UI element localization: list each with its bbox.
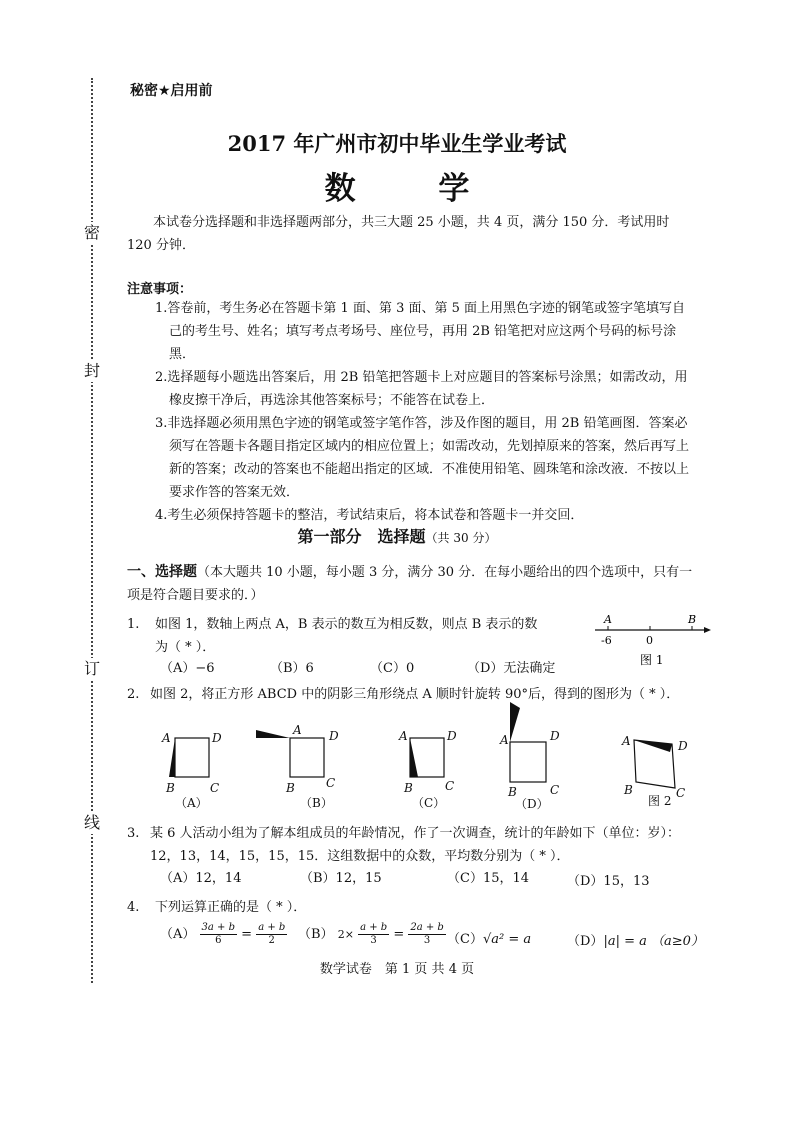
tick-label-zero: 0	[646, 634, 653, 647]
label-c: C	[210, 781, 220, 795]
notes-title: 注意事项：	[127, 282, 193, 297]
fraction	[256, 922, 287, 947]
label-c: C	[676, 786, 686, 800]
seal-char-xian: 线	[80, 812, 104, 834]
denominator: 3	[423, 935, 431, 946]
denominator: 2	[268, 935, 275, 946]
fraction	[358, 922, 389, 947]
part-title-text: 第一部分 选择题	[297, 527, 426, 546]
q3-option-d: （D）15，13	[567, 874, 650, 889]
q4-d-expr: |a| = a （a≥0）	[603, 934, 704, 949]
note-item: 2.选择题每小题选出答案后，用 2B 铅笔把答题卡上对应题目的答案标号涂黑；如需改动，用橡皮擦干净后，再选涂其他答案标号；不能答在试卷上．	[155, 370, 688, 408]
section-desc: （本大题共 10 小题，每小题 3 分，满分 30 分．在每小题给出的四个选项中，只有一项是符合题目要求的．）	[127, 565, 693, 603]
numerator: a + b	[258, 922, 286, 933]
figure-2	[621, 734, 688, 808]
q4-option-a	[160, 922, 287, 947]
label-b: B	[166, 781, 175, 795]
equals-sign: =	[393, 927, 405, 942]
numerator: a + b	[360, 922, 388, 933]
seal-char-feng: 封	[80, 360, 104, 382]
q1-option-b: （B）6	[270, 661, 314, 676]
caption-a: （A）	[175, 796, 208, 810]
fraction	[200, 922, 237, 947]
note-item: 3.非选择题必须用黑色字迹的钢笔或签字笔作答，涉及作图的题目，用 2B 铅笔画图．答案必须写在答题卡各题目指定区域内的相应位置上；如需改动，先划掉原来的答案，然后再写上新的答案；改动的答案也不能超出指定的区域．不准使用铅笔、圆珠笔和涂改液．不按以上要求作答的答案无效．	[155, 416, 690, 500]
denominator: 3	[370, 935, 377, 946]
figure1-caption: 图 1	[640, 653, 664, 667]
page-footer: 数学试卷 第 1 页 共 4 页	[319, 962, 475, 977]
q3-option-a: （A）12，14	[160, 871, 242, 886]
label-b: B	[404, 781, 413, 795]
label-a: A	[399, 729, 408, 743]
multiplier: 2×	[337, 928, 354, 941]
note-item: 4.考生必须保持答题卡的整洁，考试结束后，将本试卷和答题卡一并交回．	[155, 508, 584, 523]
point-a-label: A	[604, 613, 612, 626]
notes-list	[155, 297, 695, 527]
caption-d: （D）	[515, 797, 549, 811]
seal-char-ding: 订	[80, 658, 104, 680]
q3-option-b: （B）12，15	[300, 871, 382, 886]
exam-subject: 数 学	[324, 171, 506, 207]
seal-char-mi: 密	[80, 222, 104, 244]
label-a: A	[293, 723, 302, 737]
equals-sign: =	[241, 927, 253, 942]
note-item: 1.答卷前，考生务必在答题卡第 1 面、第 3 面、第 5 面上用黑色字迹的钢笔或签字笔填写自己的考生号、姓名；填写考点考场号、座位号，再用 2B 铅笔把对应这两个号码的标号涂黑．	[155, 301, 686, 362]
label-d: D	[678, 739, 688, 753]
q3-option-c: （C）15，14	[447, 871, 530, 886]
figure-option-a	[161, 731, 222, 810]
q4-b-label: （B）	[298, 927, 334, 942]
confidential-mark: 秘密★启用前	[130, 83, 213, 99]
label-b: B	[624, 783, 633, 797]
figure-option-c	[398, 729, 457, 810]
q4-c-expr: √a² = a	[482, 932, 532, 947]
q3-number: 3.	[127, 826, 140, 841]
q1-option-a: （A）−6	[160, 661, 215, 676]
label-b: B	[508, 785, 517, 799]
figure2-caption: 图 2	[648, 794, 672, 808]
number-line-arrow	[704, 627, 711, 633]
q1-text: 如图 1，数轴上两点 A，B 表示的数互为相反数，则点 B 表示的数为（ * ）．	[155, 617, 538, 655]
q1-option-c: （C）0	[370, 661, 415, 676]
figure-option-b	[256, 723, 339, 810]
label-c: C	[445, 779, 455, 793]
q4-option-b	[298, 922, 446, 947]
label-d: D	[212, 731, 222, 745]
label-c: C	[550, 783, 560, 797]
q4-c-label: （C）	[447, 932, 483, 947]
part-title	[0, 524, 794, 547]
label-a: A	[622, 734, 631, 748]
q4-a-label: （A）	[160, 927, 196, 942]
q2-text: 如图 2，将正方形 ABCD 中的阴影三角形绕点 A 顺时针旋转 90°后，得到的图形为（ * ）．	[150, 687, 680, 702]
q4-text: 下列运算正确的是（ * ）．	[155, 900, 307, 915]
fraction	[408, 922, 445, 947]
point-b-label: B	[688, 613, 697, 626]
label-a: A	[162, 731, 171, 745]
caption-b: （B）	[300, 796, 333, 810]
q4-d-label: （D）	[567, 934, 604, 949]
exam-intro: 本试卷分选择题和非选择题两部分，共三大题 25 小题，共 4 页，满分 150 分．考试用时 120 分钟．	[127, 215, 670, 253]
label-a: A	[500, 733, 509, 747]
q4-option-c	[447, 928, 531, 947]
q1-option-d: （D）无法确定	[467, 661, 556, 676]
label-b: B	[286, 781, 295, 795]
q1-number: 1.	[127, 617, 140, 632]
label-d: D	[550, 729, 560, 743]
section-heading	[127, 561, 697, 607]
number-line-figure	[585, 608, 715, 670]
numerator: 2a + b	[410, 922, 444, 933]
figure-option-d	[499, 702, 560, 811]
q4-option-d	[567, 930, 704, 949]
numerator: 3a + b	[201, 922, 235, 933]
caption-c: （C）	[412, 796, 446, 810]
tick-label-neg6: -6	[601, 634, 612, 647]
section-title: 一、选择题	[127, 564, 197, 580]
exam-title: 2017 年广州市初中毕业生学业考试	[227, 131, 567, 156]
q3-text: 某 6 人活动小组为了解本组成员的年龄情况，作了一次调查，统计的年龄如下（单位：岁）：12，13，14，15，15，15．这组数据中的众数，平均数分别为（ * ）．	[150, 826, 681, 864]
label-d: D	[447, 729, 457, 743]
label-c: C	[326, 776, 336, 790]
denominator: 6	[215, 935, 222, 946]
part-points: （共 30 分）	[425, 531, 497, 545]
q4-number: 4.	[127, 900, 140, 915]
q2-number: 2.	[127, 687, 140, 702]
rotation-figures	[140, 700, 710, 815]
label-d: D	[329, 729, 339, 743]
